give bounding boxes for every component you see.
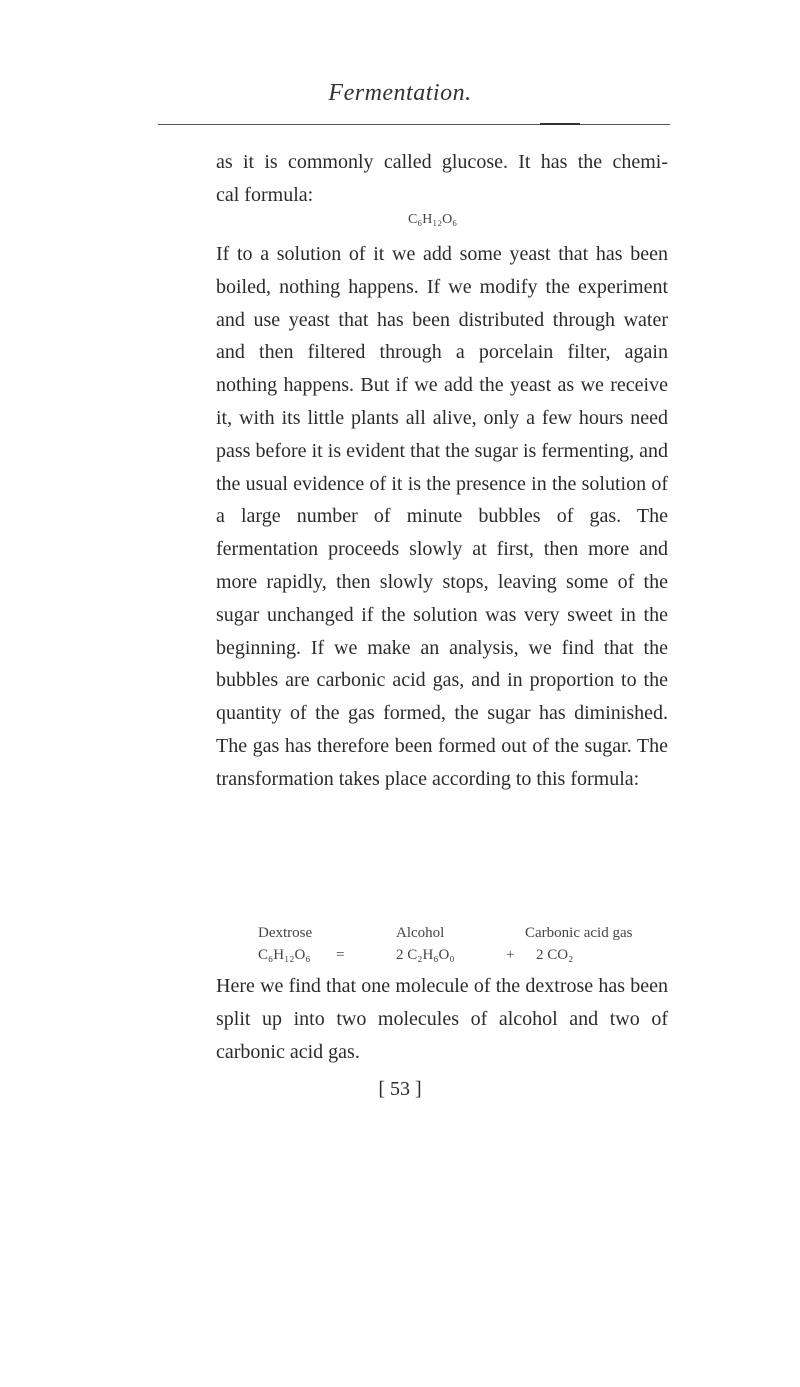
header-rule <box>158 124 670 125</box>
formula-alcohol: 2 C₂H₆O₀ <box>396 947 455 963</box>
paragraph-text: Here we find that one molecule of the dextrose has been split up into two molecules of alcohol and two of carbonic acid gas. <box>216 975 668 1063</box>
paragraph-line: cal formula: <box>216 184 314 206</box>
header-rule-accent <box>540 123 580 125</box>
text-line-1 <box>216 146 668 179</box>
running-head: Fermentation. <box>328 80 472 106</box>
label-dextrose: Dextrose <box>258 925 313 941</box>
glucose-formula: C₆H₁₂O₆ <box>408 212 458 227</box>
formula-dextrose: C₆H₁₂O₆ <box>258 947 311 963</box>
formula-carbonic: 2 CO₂ <box>536 947 574 963</box>
label-carbonic-acid-gas: Carbonic acid gas <box>525 925 633 941</box>
paragraph-conclusion <box>216 970 668 1068</box>
paragraph-text: If to a solution of it we add some yeast that has been boiled, nothing happens. If we modify the experiment and use yeast that has been distributed through water and then filtered through a porcelain filter, again nothing happens. But if we add the yeast as we receive it, with its little plants all alive, only a few hours need pass before it is evident that the sugar is fermenting, and the usual evidence of it is the presence in the solution of a large number of minute bubbles of gas. The fermentation proceeds slowly at first, then more and more rapidly, then slowly stops, leaving some of the sugar unchanged if the solution was very sweet in the beginning. If we make an analysis, we find that the bubbles are carbonic acid gas, and in proportion to the quantity of the gas formed, the sugar has diminished. The gas has therefore been formed out of the sugar. The transformation takes place according to this formula: <box>216 243 668 790</box>
label-alcohol: Alcohol <box>396 925 445 941</box>
equation-formula-row <box>258 947 658 969</box>
equals-sign: = <box>336 947 345 963</box>
fermentation-equation <box>258 925 658 969</box>
paragraph-line: as it is commonly called glucose. It has the chemi- <box>216 151 668 173</box>
paragraph-fermentation <box>216 238 668 796</box>
page-number: [ 53 ] <box>378 1078 422 1100</box>
plus-sign: + <box>506 947 515 963</box>
text-line-2 <box>216 179 668 212</box>
equation-labels-row <box>258 925 658 947</box>
